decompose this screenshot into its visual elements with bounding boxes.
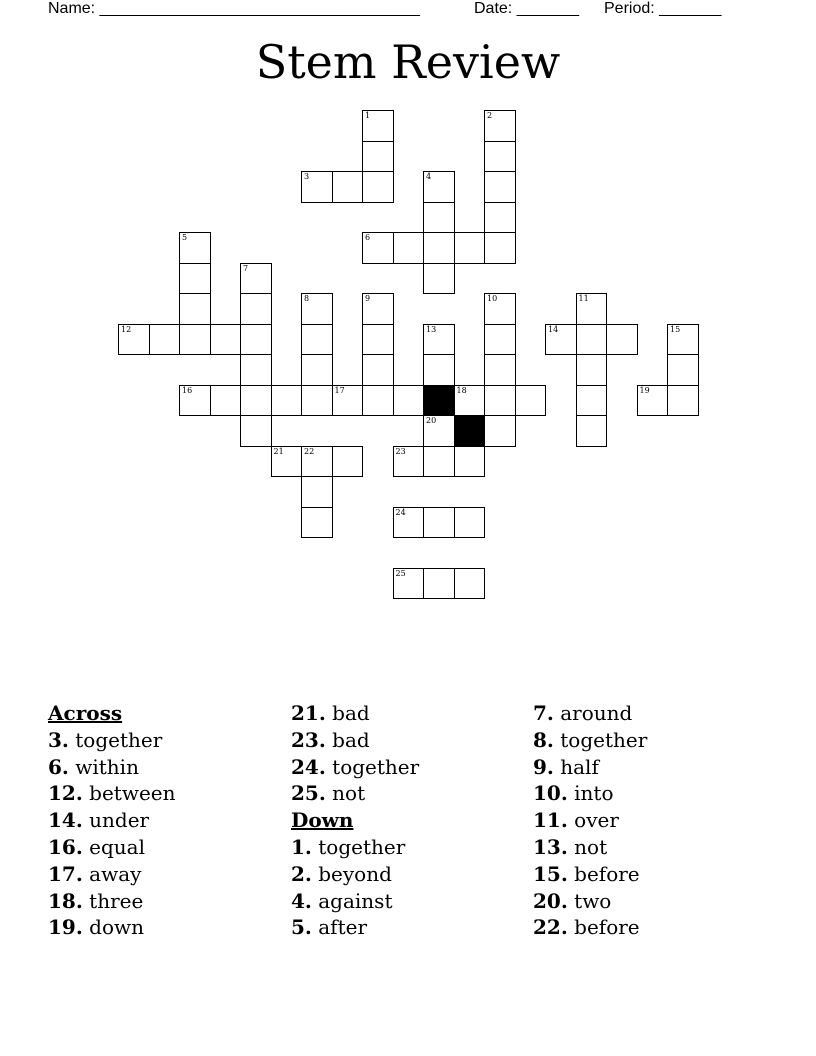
crossword-cell[interactable]: [179, 324, 211, 356]
clue-number: 7: [243, 263, 249, 273]
crossword-cell[interactable]: [362, 232, 394, 264]
crossword-cell[interactable]: [484, 385, 516, 417]
clue-number-label: 2.: [291, 861, 312, 886]
crossword-cell[interactable]: [332, 171, 364, 203]
clue-text: down: [82, 915, 144, 940]
crossword-cell[interactable]: [149, 324, 181, 356]
crossword-cell[interactable]: [301, 324, 333, 356]
crossword-cell[interactable]: [393, 507, 425, 539]
clue-item: [291, 780, 531, 807]
clue-number-label: 20.: [533, 888, 568, 913]
clue-number-label: 19.: [48, 915, 83, 940]
clue-number: 22: [304, 446, 315, 456]
clue-text: together: [311, 834, 406, 859]
crossword-cell[interactable]: [545, 324, 577, 356]
clue-number: 12: [121, 324, 132, 334]
date-field[interactable]: Date: _______: [474, 0, 579, 17]
clue-column-2: [291, 700, 531, 941]
clue-number: 23: [395, 446, 406, 456]
clue-text: beyond: [311, 861, 392, 886]
clue-item: [533, 888, 773, 915]
crossword-cell[interactable]: [240, 324, 272, 356]
clue-column-1: [48, 700, 288, 941]
crossword-cell[interactable]: [454, 568, 486, 600]
crossword-cell[interactable]: [515, 385, 547, 417]
crossword-black-cell: [454, 415, 486, 447]
clue-number-label: 8.: [533, 727, 554, 752]
crossword-cell[interactable]: [454, 232, 486, 264]
crossword-cell[interactable]: [118, 324, 150, 356]
crossword-cell[interactable]: [362, 354, 394, 386]
clue-item: [48, 888, 288, 915]
clue-item: [291, 727, 531, 754]
clue-number: 4: [426, 172, 432, 181]
crossword-cell[interactable]: [301, 385, 333, 417]
crossword-cell[interactable]: [423, 568, 455, 600]
clue-item: [533, 780, 773, 807]
clue-number: 2: [487, 111, 493, 120]
clue-item: [48, 780, 288, 807]
clue-number-label: 18.: [48, 888, 83, 913]
clue-item: [533, 700, 773, 727]
crossword-cell[interactable]: [423, 415, 455, 447]
clue-number: 18: [456, 385, 467, 395]
crossword-cell[interactable]: [179, 263, 211, 295]
clue-number-label: 13.: [533, 834, 568, 859]
clue-number-label: 3.: [48, 727, 69, 752]
crossword-cell[interactable]: [210, 324, 242, 356]
clue-item: [533, 754, 773, 781]
clue-item: [291, 700, 531, 727]
crossword-cell[interactable]: [423, 324, 455, 356]
clue-number-label: 1.: [291, 834, 312, 859]
clue-number-label: 16.: [48, 834, 83, 859]
clue-number: 25: [395, 568, 406, 578]
clue-text: into: [567, 781, 614, 806]
clue-number: 24: [395, 507, 406, 517]
clue-item: [48, 914, 288, 941]
crossword-cell[interactable]: [667, 324, 699, 356]
crossword-cell[interactable]: [576, 354, 608, 386]
crossword-cell[interactable]: [362, 385, 394, 417]
clue-item: [291, 754, 531, 781]
crossword-cell[interactable]: [484, 324, 516, 356]
clue-item: [48, 834, 288, 861]
crossword-cell[interactable]: [576, 385, 608, 417]
crossword-cell[interactable]: [362, 171, 394, 203]
clue-section-heading: Across: [48, 701, 123, 725]
clue-text: over: [567, 808, 619, 833]
clue-text: after: [311, 915, 368, 940]
crossword-cell[interactable]: [393, 232, 425, 264]
clue-number: 8: [304, 294, 310, 303]
crossword-cell[interactable]: [179, 293, 211, 325]
clue-number-label: 9.: [533, 754, 554, 779]
crossword-cell[interactable]: [454, 507, 486, 539]
crossword-cell[interactable]: [332, 385, 364, 417]
clue-text: equal: [82, 834, 145, 859]
crossword-cell[interactable]: [576, 415, 608, 447]
name-field[interactable]: Name: ____________________________________: [48, 0, 420, 17]
clue-text: between: [82, 781, 176, 806]
clue-number-label: 15.: [533, 861, 568, 886]
clue-text: not: [325, 781, 366, 806]
clue-item: [533, 914, 773, 941]
clue-text: within: [68, 754, 139, 779]
clue-text: bad: [325, 727, 370, 752]
crossword-cell[interactable]: [301, 293, 333, 325]
clue-number-label: 10.: [533, 781, 568, 806]
crossword-cell[interactable]: [362, 110, 394, 142]
clue-text: before: [567, 861, 640, 886]
crossword-cell[interactable]: [362, 293, 394, 325]
clue-number-label: 25.: [291, 781, 326, 806]
clue-column-3: [533, 700, 773, 941]
clue-item: [291, 914, 531, 941]
crossword-cell[interactable]: [484, 415, 516, 447]
crossword-cell[interactable]: [454, 385, 486, 417]
clue-text: bad: [325, 701, 370, 725]
crossword-cell[interactable]: [271, 385, 303, 417]
crossword-cell[interactable]: [301, 507, 333, 539]
crossword-cell[interactable]: [301, 476, 333, 508]
crossword-cell[interactable]: [362, 324, 394, 356]
clue-section-heading: Down: [291, 808, 354, 833]
clue-number-label: 24.: [291, 754, 326, 779]
clue-item: [533, 861, 773, 888]
crossword-cell[interactable]: [484, 202, 516, 234]
clue-number: 9: [365, 294, 371, 303]
clue-number: 6: [365, 233, 371, 242]
clue-item: [48, 807, 288, 834]
clue-number: 3: [304, 172, 310, 181]
clue-number-label: 11.: [533, 808, 568, 833]
crossword-cell[interactable]: [423, 202, 455, 234]
clue-number-label: 22.: [533, 915, 568, 940]
clue-number: 17: [334, 385, 345, 395]
clue-text: away: [82, 861, 142, 886]
clue-number-label: 14.: [48, 808, 83, 833]
crossword-cell[interactable]: [301, 354, 333, 386]
clue-number: 19: [639, 385, 650, 395]
clue-number: 11: [578, 294, 589, 303]
crossword-cell[interactable]: [240, 354, 272, 386]
clue-number: 5: [182, 233, 188, 242]
crossword-cell[interactable]: [637, 385, 669, 417]
crossword-cell[interactable]: [362, 141, 394, 173]
clue-text: before: [567, 915, 640, 940]
clue-number-label: 5.: [291, 915, 312, 940]
crossword-cell[interactable]: [393, 568, 425, 600]
crossword-cell[interactable]: [301, 171, 333, 203]
crossword-cell[interactable]: [484, 293, 516, 325]
crossword-cell[interactable]: [240, 415, 272, 447]
crossword-cell[interactable]: [210, 385, 242, 417]
crossword-cell[interactable]: [423, 507, 455, 539]
crossword-cell[interactable]: [423, 263, 455, 295]
clue-text: two: [567, 888, 612, 913]
crossword-cell[interactable]: [271, 446, 303, 478]
clue-number-label: 23.: [291, 727, 326, 752]
clue-number: 14: [548, 324, 559, 334]
clue-item: [291, 834, 531, 861]
clue-number: 15: [670, 324, 681, 334]
crossword-cell[interactable]: [393, 446, 425, 478]
crossword-cell[interactable]: [484, 171, 516, 203]
clue-item: [533, 807, 773, 834]
clue-number-label: 12.: [48, 781, 83, 806]
clue-number-label: 7.: [533, 701, 554, 725]
clue-number: 1: [365, 111, 371, 120]
crossword-cell[interactable]: [423, 171, 455, 203]
clue-item: [533, 727, 773, 754]
clue-text: together: [68, 727, 163, 752]
crossword-cell[interactable]: [667, 385, 699, 417]
crossword-black-cell: [423, 385, 455, 417]
clue-text: three: [82, 888, 144, 913]
crossword-cell[interactable]: [484, 232, 516, 264]
clue-item: [533, 834, 773, 861]
clue-text: under: [82, 808, 150, 833]
clue-text: not: [567, 834, 608, 859]
clue-text: together: [553, 727, 648, 752]
crossword-cell[interactable]: [179, 385, 211, 417]
crossword-cell[interactable]: [240, 263, 272, 295]
clue-text: together: [325, 754, 420, 779]
clue-item: [48, 754, 288, 781]
clue-number: 20: [426, 416, 437, 425]
clue-number-label: 21.: [291, 701, 326, 725]
clue-number-label: 17.: [48, 861, 83, 886]
crossword-cell[interactable]: [576, 324, 608, 356]
crossword-cell[interactable]: [454, 446, 486, 478]
crossword-cell[interactable]: [332, 446, 364, 478]
crossword-cell[interactable]: [667, 354, 699, 386]
clue-item: [291, 861, 531, 888]
clue-text: around: [553, 701, 633, 725]
crossword-cell[interactable]: [240, 293, 272, 325]
crossword-cell[interactable]: [606, 324, 638, 356]
crossword-cell[interactable]: [179, 232, 211, 264]
crossword-cell[interactable]: [423, 446, 455, 478]
clue-text: half: [553, 754, 599, 779]
clue-number-label: 6.: [48, 754, 69, 779]
crossword-cell[interactable]: [423, 232, 455, 264]
clue-item: [291, 888, 531, 915]
crossword-cell[interactable]: [484, 110, 516, 142]
clue-number-label: 4.: [291, 888, 312, 913]
crossword-cell[interactable]: [301, 446, 333, 478]
crossword-cell[interactable]: [576, 293, 608, 325]
crossword-cell[interactable]: [484, 141, 516, 173]
clue-text: against: [311, 888, 393, 913]
clue-number: 13: [426, 324, 437, 334]
clue-number: 21: [273, 446, 284, 456]
crossword-cell[interactable]: [423, 354, 455, 386]
crossword-cell[interactable]: [240, 385, 272, 417]
clue-item: [48, 861, 288, 888]
clue-item: [48, 727, 288, 754]
period-field[interactable]: Period: _______: [604, 0, 722, 17]
crossword-cell[interactable]: [484, 354, 516, 386]
clue-number: 10: [487, 294, 498, 303]
clue-number: 16: [182, 385, 193, 395]
crossword-cell[interactable]: [393, 385, 425, 417]
page-title: Stem Review: [255, 35, 561, 89]
